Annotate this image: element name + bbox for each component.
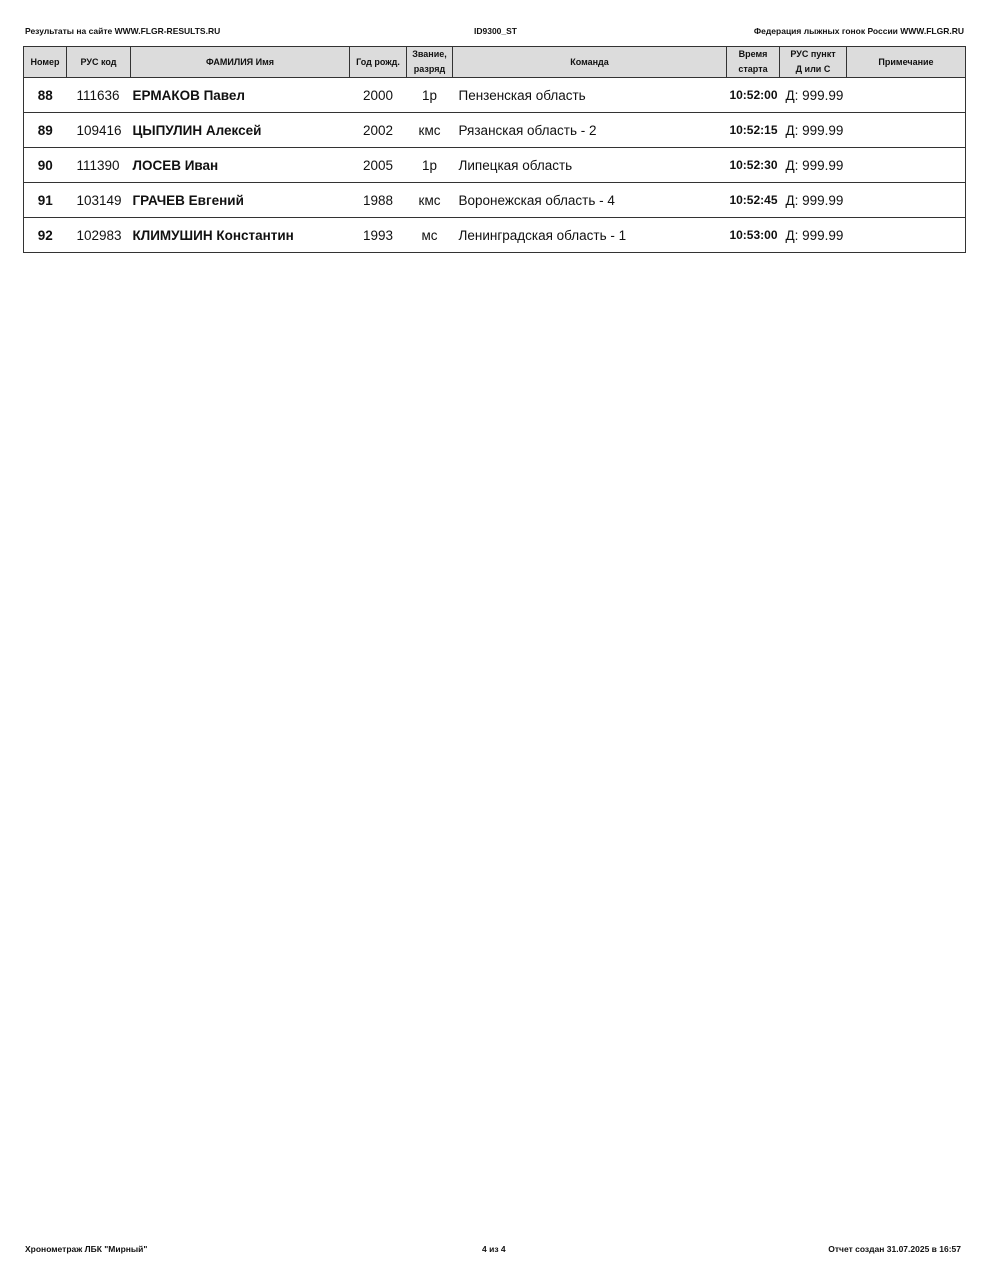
cell-start-time: 10:53:00	[727, 218, 780, 253]
cell-name: КЛИМУШИН Константин	[131, 218, 350, 253]
header-site-link: Результаты на сайте WWW.FLGR-RESULTS.RU	[25, 26, 221, 36]
cell-start-time: 10:52:00	[727, 78, 780, 113]
column-header-note: Примечание	[847, 47, 966, 78]
footer-report-created: Отчет создан 31.07.2025 в 16:57	[828, 1244, 961, 1254]
cell-rank: кмс	[407, 113, 453, 148]
cell-rus-points: Д: 999.99	[780, 78, 847, 113]
cell-birth-year: 2002	[350, 113, 407, 148]
cell-note	[847, 78, 966, 113]
column-header-rank-line1: Звание,	[412, 49, 447, 59]
cell-birth-year: 2005	[350, 148, 407, 183]
cell-rank: 1р	[407, 78, 453, 113]
cell-number: 88	[24, 78, 67, 113]
cell-rank: 1р	[407, 148, 453, 183]
column-header-start-time	[727, 47, 780, 78]
cell-rus-points: Д: 999.99	[780, 183, 847, 218]
table-row	[24, 183, 966, 218]
column-header-birth-year: Год рожд.	[350, 47, 407, 78]
table-row	[24, 218, 966, 253]
header-federation: Федерация лыжных гонок России WWW.FLGR.RU	[753, 26, 964, 36]
cell-start-time: 10:52:15	[727, 113, 780, 148]
column-header-rus-points-line1: РУС пункт	[790, 49, 836, 59]
cell-rus-points: Д: 999.99	[780, 218, 847, 253]
cell-note	[847, 113, 966, 148]
cell-name: ЕРМАКОВ Павел	[131, 78, 350, 113]
column-header-name: ФАМИЛИЯ Имя	[131, 47, 350, 78]
column-header-team: Команда	[453, 47, 727, 78]
table-row	[24, 78, 966, 113]
cell-rus-code: 103149	[67, 183, 131, 218]
cell-start-time: 10:52:45	[727, 183, 780, 218]
cell-team: Рязанская область - 2	[453, 113, 727, 148]
cell-number: 92	[24, 218, 67, 253]
table-header-row	[24, 47, 966, 78]
cell-rus-points: Д: 999.99	[780, 148, 847, 183]
cell-number: 91	[24, 183, 67, 218]
cell-rus-code: 109416	[67, 113, 131, 148]
column-header-rus-points-line2: Д или С	[795, 64, 831, 74]
table-row	[24, 113, 966, 148]
footer-page-number: 4 из 4	[482, 1244, 506, 1254]
cell-note	[847, 218, 966, 253]
cell-rus-points: Д: 999.99	[780, 113, 847, 148]
table-row	[24, 148, 966, 183]
cell-note	[847, 148, 966, 183]
cell-birth-year: 1988	[350, 183, 407, 218]
column-header-rus-code: РУС код	[67, 47, 131, 78]
cell-number: 90	[24, 148, 67, 183]
column-header-rank	[407, 47, 453, 78]
column-header-start-time-line2: старта	[738, 64, 768, 74]
cell-team: Пензенская область	[453, 78, 727, 113]
cell-note	[847, 183, 966, 218]
cell-team: Воронежская область - 4	[453, 183, 727, 218]
cell-rank: кмс	[407, 183, 453, 218]
column-header-number: Номер	[24, 47, 67, 78]
cell-start-time: 10:52:30	[727, 148, 780, 183]
cell-birth-year: 1993	[350, 218, 407, 253]
column-header-rus-points	[780, 47, 847, 78]
column-header-rank-line2: разряд	[413, 64, 446, 74]
cell-rank: мс	[407, 218, 453, 253]
cell-name: ЛОСЕВ Иван	[131, 148, 350, 183]
header-document-id: ID9300_ST	[474, 26, 517, 36]
cell-team: Ленинградская область - 1	[453, 218, 727, 253]
cell-name: ЦЫПУЛИН Алексей	[131, 113, 350, 148]
column-header-start-time-line1: Время	[738, 49, 768, 59]
footer-timing-provider: Хронометраж ЛБК "Мирный"	[25, 1244, 148, 1254]
cell-number: 89	[24, 113, 67, 148]
cell-team: Липецкая область	[453, 148, 727, 183]
cell-rus-code: 102983	[67, 218, 131, 253]
cell-birth-year: 2000	[350, 78, 407, 113]
cell-rus-code: 111390	[67, 148, 131, 183]
cell-name: ГРАЧЕВ Евгений	[131, 183, 350, 218]
cell-rus-code: 111636	[67, 78, 131, 113]
start-list-table	[23, 46, 966, 253]
